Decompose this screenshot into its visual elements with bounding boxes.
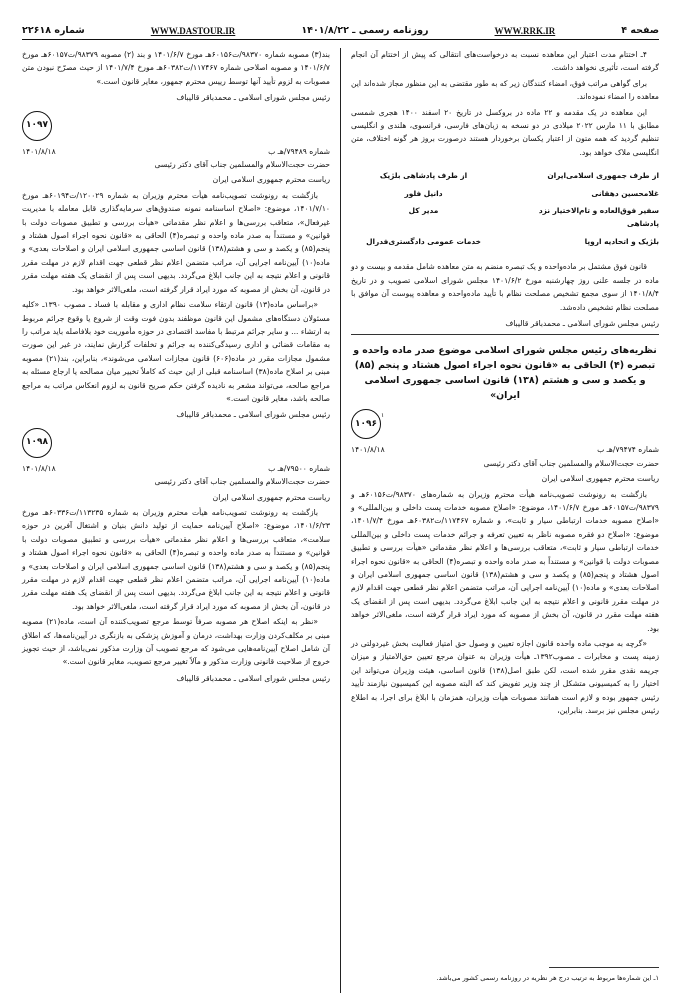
opinion-1096-conclusion: بند(۳) مصوبه شماره ۹۸۳۷۰/ت۶۰۱۵۶هـ مورخ ۱۴۰۱/۶/۷ و بند (۲) مصوبه ۹۸۳۷۹/ت۶۰۱۵۷هـ مورخ ۱۴۰۱/۶/۷ و مصوبه اصلاحی شماره ۱۱۷۴۶۷/ت۶۰۳۸۲هـ مورخ ۱۴۰۱/۷/۴ از حیث مصرّح نبودن متن مصوبات به لزوم تأیید آنها توسط رییس محترم جمهور، مغایر قانون است.» bbox=[22, 50, 330, 86]
newspaper-date: روزنامه رسمی ـ ۱۴۰۱/۸/۲۲ bbox=[301, 25, 429, 36]
iran-signatory-title-2: بلژیک و اتحادیه اروپا bbox=[584, 236, 659, 246]
addressee-line-2: ریاست محترم جمهوری اسلامی ایران bbox=[541, 474, 659, 484]
section-divider bbox=[351, 334, 659, 335]
page-header bbox=[22, 20, 659, 40]
belgium-signatory-name: دانیل فلور bbox=[404, 188, 443, 198]
letter-number: شماره ۷۹۴۷۴/هـ ب bbox=[597, 445, 659, 455]
site-url-rrk[interactable]: WWW.RRK.IR bbox=[494, 26, 556, 36]
speaker-signature-2: رئیس مجلس شورای اسلامی ـ محمدباقر قالیباف bbox=[176, 410, 330, 420]
treaty-clause-4: ۴ـ اختتام مدت اعتبار این معاهده نسبت به درخواست‌های انتقالی که پیش از اختتام آن انجام گرفته است، تأثیری نخواهد داشت. bbox=[351, 50, 659, 73]
section-title bbox=[351, 343, 659, 403]
site-url-dastour[interactable]: WWW.DASTOUR.IR bbox=[150, 26, 236, 36]
speaker-signature-3: رئیس مجلس شورای اسلامی ـ محمدباقر قالیباف bbox=[176, 673, 330, 683]
addressee-1097-line-2: ریاست محترم جمهوری اسلامی ایران bbox=[212, 175, 330, 185]
opinion-1098-body: بازگشت به رونوشت تصویب‌نامه هیأت محترم وزیران به شماره ۱۱۳۲۳۵/ت۶۰۳۳۶هـ مورخ ۱۴۰۱/۶/۲۳، موضوع: «اصلاح آیین‌نامه حمایت از تولید دانش بنیان و اشتغال آفرین در حوزه سلامت»، متعاقب بررسی‌ها و اعلام نظر مقدماتی «هیأت بررسی و تطبیق مصوبات دولت با قوانین» و مستنداً به صدر ماده واحده و تبصره(۴) الحاقی به «قانون نحوه اجراء اصول هشتاد و پنجم(۸۵) و یکصد و سی و هشتم(۱۳۸) قانون اساسی جمهوری اسلامی ایران و اصلاحات بعدی» و ماده(۱۰) آیین‌نامه اجرایی آن، مراتب متضمن اعلام نظر قطعی جهت اقدام لازم در مهلت مقرر قانونی و اعلام نتیجه به این جانب ابلاغ می‌گردد. بدیهی است پس از انقضای یک هفته مهلت مقرر در قانون، آن بخش از مصوبه که مورد ایراد قرار گرفته است، ملغی‌الاثر خواهد بود. bbox=[22, 507, 331, 611]
speaker-signature-1: رئیس مجلس شورای اسلامی ـ محمدباقر قالیباف bbox=[176, 93, 330, 103]
addressee-1097-line-1: حضرت حجت‌الاسلام والمسلمین جناب آقای دکتر رئیسی bbox=[154, 160, 330, 170]
opinion-badge-row-1098 bbox=[22, 428, 330, 458]
opinion-number-badge-1097: ۱۰۹۷ bbox=[22, 111, 52, 141]
belgium-signatory-title-2: خدمات عمومی دادگستری‌فدرال bbox=[366, 236, 481, 246]
letter-date: ۱۴۰۱/۸/۱۸ bbox=[351, 445, 385, 455]
opinion-number-badge-1098: ۱۰۹۸ bbox=[22, 428, 52, 458]
opinion-number-badge: ۱۰۹۶ bbox=[351, 409, 381, 439]
speaker-signature: رئیس مجلس شورای اسلامی ـ محمدباقر قالیباف bbox=[505, 318, 659, 328]
letter-meta bbox=[351, 443, 659, 456]
opinion-body: بازگشت به رونوشت تصویب‌نامه هیأت محترم وزیران به شماره‌های ۹۸۳۷۰/ت۶۰۱۵۶هـ و ۹۸۳۷۹/ت۶۰۱۵۷هـ مورخ ۱۴۰۱/۶/۷، موضوع: «اصلاح مصوبه خدمات پست داخلی و بین‌المللی» و «اصلاح مصوبه خدمات ارتباطی سیار و ثابت»، و شماره ۱۱۷۴۶۷/ت۶۰۳۸۲هـ مورخ ۱۴۰۱/۷/۴، موضوع: «اصلاح دو فقره مصوبه ناظر به تعیین تعرفه و جرائم خدمات پست داخلی و بین‌المللی خدمات ارتباطی سیار و ثابت»، متعاقب بررسی‌ها و اعلام نظر مقدماتی «هیأت بررسی و تطبیق مصوبات دولت با قوانین» و مستنداً به صدر ماده واحده و تبصره(۴) الحاقی به «قانون نحوه اجراء اصول هشتاد و پنجم(۸۵) و یکصد و سی و هشتم(۱۳۸) قانون اساسی جمهوری اسلامی ایران و اصلاحات بعدی» و ماده(۱۰) آیین‌نامه اجرایی آن، مراتب متضمن اعلام نظر قطعی جهت اقدام لازم در مهلت مقرر قانونی و اعلام نتیجه به این جانب ابلاغ می‌گردد. بدیهی است پس از انقضای یک هفته مهلت مقرر در قانون، آن بخش از مصوبه که مورد ایراد قرار گرفته است، ملغی‌الاثر خواهد بود. bbox=[351, 489, 660, 633]
iran-signatory-head: از طرف جمهوری اسلامی‌ایران bbox=[547, 171, 659, 181]
opinion-1097-reasoning: «براساس ماده(۱۳) قانون ارتقاء سلامت نظام اداری و مقابله با فساد ـ مصوب ۱۳۹۰ـ «کلیه مسئولان دستگاه‌های مشمول این قانون موظفند بدون فوت وقت از شروع یا وقوع جرائم مربوط به ارتشاء ... و سایر جرائم مرتبط با مفاسد اقتصادی در حوزه مأموریت خود بلافاصله باید مراتب را به مقامات قضائی و اداری رسیدگی‌کننده به جرائم و تخلفات گزارش نمایند، در غیر این صورت مشمول مجازات مقرر در ماده(۶۰۶) قانون مجازات اسلامی می‌شوند»، بنابراین، بند(۲۱) مصوبه مبنی بر اصلاح ماده(۳۸) اساسنامه قبلی از این حیث که کاملاً تخییر میان مصالحه یا ارجاع مسئله به مراجع صالحه، می‌تواند مشعر به نادیده گرفتن حکم صریح قانون به لزوم انعکاس مراتب به مراجع صالحه باشد، مغایر قانون است.» bbox=[22, 300, 331, 403]
iran-signatory-name: غلامحسین دهقانی bbox=[591, 188, 659, 198]
addressee-line-1: حضرت حجت‌الاسلام والمسلمین جناب آقای دکتر رئیسی bbox=[483, 458, 659, 468]
opinion-1097-body: بازگشت به رونوشت تصویب‌نامه هیأت محترم وزیران به شماره ۱۲۰۰۲۹/ت۶۰۱۹۴هـ مورخ ۱۴۰۱/۷/۱۰، موضوع: «اصلاح اساسنامه نمونه صندوق‌های سرمایه‌گذاری قابل معامله با مدیریت غیرفعال»، متعاقب بررسی‌ها و اعلام نظر مقدماتی «هیأت بررسی و تطبیق مصوبات دولت با قوانین» و مستنداً به صدر ماده واحده و تبصره(۴) الحاقی به «قانون نحوه اجراء اصول هشتاد و پنجم(۸۵) و یکصد و سی و هشتم(۱۳۸) قانون اساسی جمهوری اسلامی ایران و اصلاحات بعدی» و ماده(۱۰) آیین‌نامه اجرایی آن، مراتب متضمن اعلام نظر قطعی جهت اقدام لازم در مهلت مقرر قانونی و اعلام نتیجه به این جانب ابلاغ می‌گردد. بدیهی است پس از انقضای یک هفته مهلت مقرر در قانون، آن بخش از مصوبه که مورد ایراد قرار گرفته است، ملغی‌الاثر خواهد بود. bbox=[22, 190, 331, 294]
page-columns bbox=[22, 48, 659, 993]
letter-number-1097: شماره ۷۹۴۸۹/هـ ب bbox=[268, 146, 330, 156]
letter-meta-1097 bbox=[22, 145, 330, 158]
addressee-1098-line-1: حضرت حجت‌الاسلام والمسلمین جناب آقای دکتر رئیسی bbox=[154, 477, 330, 487]
addressee-1098-line-2: ریاست محترم جمهوری اسلامی ایران bbox=[212, 492, 330, 502]
section-title-text: نظریه‌های رئیس مجلس شورای اسلامی موضوع صدر ماده واحده و تبصره (۴) الحاقی به «قانون نحوه اجراء اصول هشتاد و پنجم (۸۵) و یکصد و سی و هشتم (۱۳۸) قانون اساسی جمهوری اسلامی ایران» bbox=[353, 345, 657, 402]
footnote-rule bbox=[549, 967, 659, 968]
signatories bbox=[351, 169, 659, 248]
page-number: صفحه ۴ bbox=[621, 25, 659, 36]
left-column bbox=[22, 48, 330, 993]
issue-number: شماره ۲۲۶۱۸ bbox=[22, 25, 85, 36]
opinion-badge-row-1097 bbox=[22, 111, 330, 141]
letter-date-1097: ۱۴۰۱/۸/۱۸ bbox=[22, 146, 56, 156]
letter-date-1098: ۱۴۰۱/۸/۱۸ bbox=[22, 463, 56, 473]
treaty-languages: این معاهده در یک مقدمه و ۲۲ ماده در بروکسل در تاریخ ۲۰ اسفند ۱۴۰۰ هجری شمسی مطابق با ۱۱ مارس ۲۰۲۲ میلادی در دو نسخه به زبان‌های فارسی، فرانسوی، هلندی و انگلیسی تنظیم گردید که همه متون از اعتبار یکسان برخوردار هستند درصورت بروز هر گونه اختلاف، متن انگلیسی ملاک خواهد بود. bbox=[351, 107, 660, 157]
law-approval-note: قانون فوق مشتمل بر ماده‌واحده و یک تبصره منضم به متن معاهده شامل مقدمه و بیست و دو ماده در جلسه علنی روز چهارشنبه مورخ ۱۴۰۱/۶/۲ مجلس شورای اسلامی تصویب و در تاریخ ۱۴۰۱/۸/۴ از سوی مجمع تشخیص مصلحت نظام با تأیید ماده‌واحده و معاهده پیوست آن موافق با مصلحت نظام تشخیص داده‌شد. bbox=[351, 262, 659, 312]
treaty-witness: برای گواهی مراتب فوق، امضاء کنندگان زیر که به طور مقتضی به این منظور مجاز شده‌اند این معاهده را امضاء نموده‌اند. bbox=[351, 78, 659, 102]
letter-meta-1098 bbox=[22, 462, 330, 475]
right-column bbox=[351, 48, 659, 993]
opinion-reasoning: «گرچه به موجب ماده واحده قانون اجازه تعیین و وصول حق امتیاز فعالیت بخش غیردولتی در زمینه پست و مخابرات ـ مصوب۱۳۹۲ـ هیأت وزیران به عنوان مرجع تعیین حق‌الامتیاز و میزان جریمه نقدی مقرر شده است، لکن طبق اصل(۱۳۸) قانون اساسی، هیئت وزیران می‌تواند این اختیار را به کمیسیونی متشکل از چند وزیر تفویض کند که البته مصوبه این کمیسیون نیازمند تأیید رئیس جمهور بوده و لازم است همانند مصوبات هیأت وزیران، همزمان با ابلاغ برای اجرا، به اطلاع رئیس مجلس نیز برسد. بنابراین، bbox=[351, 639, 659, 716]
belgium-signatory-head: از طرف پادشاهی بلژیک bbox=[379, 171, 468, 181]
opinion-badge-row bbox=[351, 409, 659, 439]
column-divider bbox=[340, 48, 341, 993]
footnote bbox=[351, 967, 659, 985]
opinion-1098-reasoning: «نظر به اینکه اصلاح هر مصوبه صرفاً توسط مرجع تصویب‌کننده آن است، ماده(۲۱) مصوبه مبنی بر مکلف‌کردن وزارت بهداشت، درمان و آموزش پزشکی به بازنگری در آیین‌نامه‌ها، که اطلاق آن شامل اصلاح آیین‌نامه‌هایی می‌شود که مرجع تصویب آن وزارت مذکور نمی‌باشد، از حیث تجویز خروج از صلاحیت قانونی وزارت مذکور و مآلاً تغییر مرجع تصویب، مغایر قانون است.» bbox=[22, 617, 330, 667]
belgium-signatory-title-1: مدیر کل bbox=[408, 206, 439, 216]
footnote-text: ۱ـ این شماره‌ها مربوط به ترتیب درج هر نظریه در روزنامه رسمی کشور می‌باشد. bbox=[436, 973, 659, 982]
iran-signatory-title-1: سفیر فوق‌العاده و تام‌الاختیار نزد پادشاهی bbox=[538, 206, 659, 229]
footnote-marker: ۱ bbox=[381, 412, 385, 420]
letter-number-1098: شماره ۷۹۵۰۰/هـ ب bbox=[268, 463, 330, 473]
